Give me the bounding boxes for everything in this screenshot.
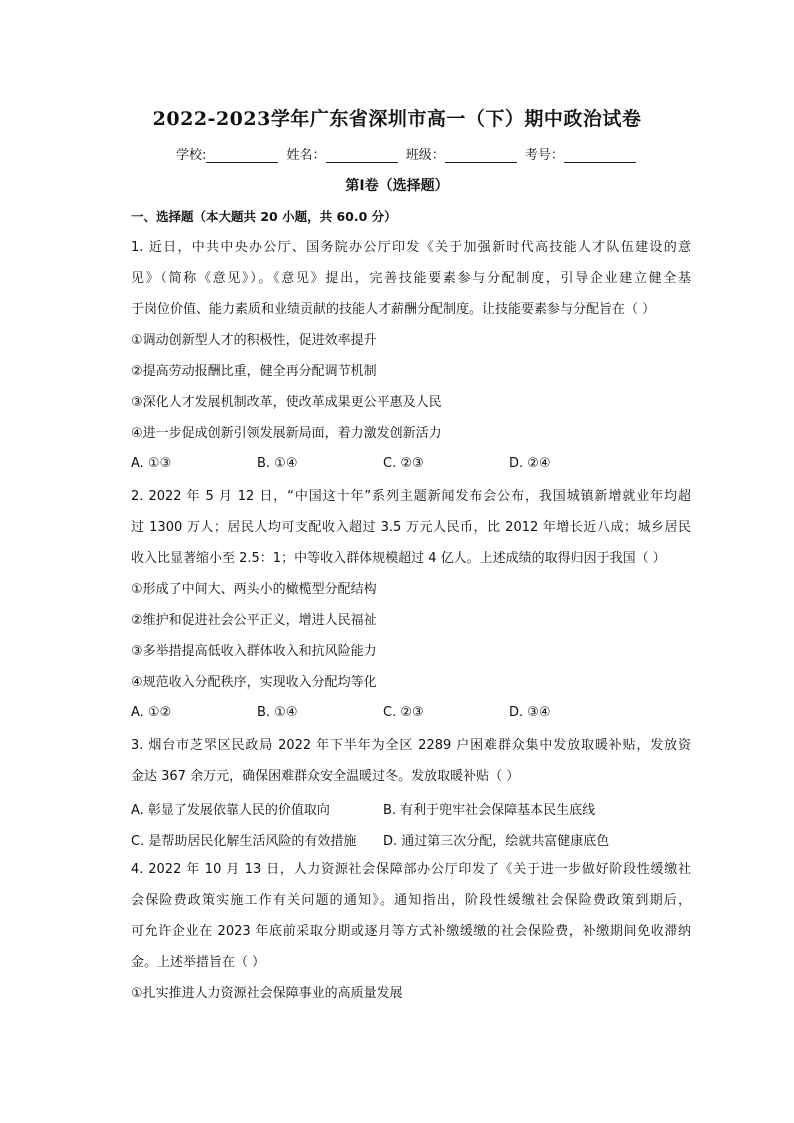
question-1-option-d[interactable]: D. ②④ [509, 456, 551, 471]
question-4-line-3: 可允许企业在 2023 年底前采取分期或逐月等方式补缴缓缴的社会保险费，补缴期间免收滞纳 [131, 924, 691, 939]
question-3-option-d[interactable]: D. 通过第三次分配，绘就共富健康底色 [383, 834, 610, 849]
question-2-item-3: ③多举措提高低收入群体收入和抗风险能力 [131, 644, 377, 659]
question-2-option-a[interactable]: A. ①② [131, 705, 172, 720]
school-label: 学校: [176, 148, 207, 163]
question-1-option-b[interactable]: B. ①④ [257, 456, 298, 471]
question-2-item-4: ④规范收入分配秩序，实现收入分配均等化 [131, 675, 377, 690]
page-title: 2022-2023学年广东省深圳市高一（下）期中政治试卷 [152, 108, 642, 130]
exam-no-field[interactable] [564, 149, 636, 163]
question-4-line-4: 金。上述举措旨在（ ） [131, 955, 266, 970]
question-2-line-2: 过 1300 万人；居民人均可支配收入超过 3.5 万元人民币，比 2012 年增长近八成；城乡居民 [131, 520, 691, 535]
question-2-item-1: ①形成了中间大、两头小的橄榄型分配结构 [131, 582, 377, 597]
name-field[interactable] [326, 149, 398, 163]
question-1-option-a[interactable]: A. ①③ [131, 456, 172, 471]
question-1-line-2: 见》（简称《意见》）。《意见》提出，完善技能要素参与分配制度，引导企业建立健全基 [131, 271, 691, 286]
question-1-line-3: 于岗位价值、能力素质和业绩贡献的技能人才薪酬分配制度。让技能要素参与分配旨在（ ） [131, 302, 656, 317]
question-1-line-1: 1. 近日，中共中央办公厅、国务院办公厅印发《关于加强新时代高技能人才队伍建设的意 [131, 240, 691, 255]
question-1-item-1: ①调动创新型人才的积极性，促进效率提升 [131, 333, 377, 348]
name-label: 姓名： [286, 148, 326, 163]
question-2-line-1: 2. 2022 年 5 月 12 日，“中国这十年”系列主题新闻发布会公布，我国城镇新增就业年均超 [131, 489, 691, 504]
question-2-option-b[interactable]: B. ①④ [257, 705, 298, 720]
school-field[interactable] [206, 149, 278, 163]
question-2-option-c[interactable]: C. ②③ [383, 705, 424, 720]
question-3-option-b[interactable]: B. 有利于兜牢社会保障基本民生底线 [383, 803, 596, 818]
question-3-option-c[interactable]: C. 是帮助居民化解生活风险的有效措施 [131, 834, 357, 849]
question-3-line-2: 金达 367 余万元，确保困难群众安全温暖过冬。发放取暖补贴（ ） [131, 769, 520, 784]
exam-no-label: 考号： [524, 148, 564, 163]
section-title: 第Ⅰ卷（选择题） [345, 178, 449, 194]
question-4-item-1: ①扎实推进人力资源社会保障事业的高质量发展 [131, 986, 403, 1001]
question-3-option-a[interactable]: A. 彰显了发展依靠人民的价值取向 [131, 803, 330, 818]
question-4-line-1: 4. 2022 年 10 月 13 日，人力资源社会保障部办公厅印发了《关于进一步做好阶段性缓缴社 [131, 862, 691, 877]
student-info-line [176, 144, 640, 163]
question-1-item-4: ④进一步促成创新引领发展新局面，着力激发创新活力 [131, 426, 442, 441]
class-label: 班级： [405, 148, 445, 163]
question-4-line-2: 会保险费政策实施工作有关问题的通知》。通知指出，阶段性缓缴社会保险费政策到期后， [131, 893, 691, 908]
part-title: 一、选择题（本大题共 20 小题，共 60.0 分） [131, 209, 397, 224]
question-2-item-2: ②维护和促进社会公平正义，增进人民福祉 [131, 613, 377, 628]
question-2-option-d[interactable]: D. ③④ [509, 705, 551, 720]
question-1-item-2: ②提高劳动报酬比重，健全再分配调节机制 [131, 364, 377, 379]
question-1-item-3: ③深化人才发展机制改革，使改革成果更公平惠及人民 [131, 395, 442, 410]
class-field[interactable] [445, 149, 517, 163]
question-2-line-3: 收入比显著缩小至 2.5：1；中等收入群体规模超过 4 亿人。上述成绩的取得归因于我国（ ） [131, 551, 666, 566]
question-1-option-c[interactable]: C. ②③ [383, 456, 424, 471]
question-3-line-1: 3. 烟台市芝罘区民政局 2022 年下半年为全区 2289 户困难群众集中发放取暖补贴，发放资 [131, 738, 691, 753]
